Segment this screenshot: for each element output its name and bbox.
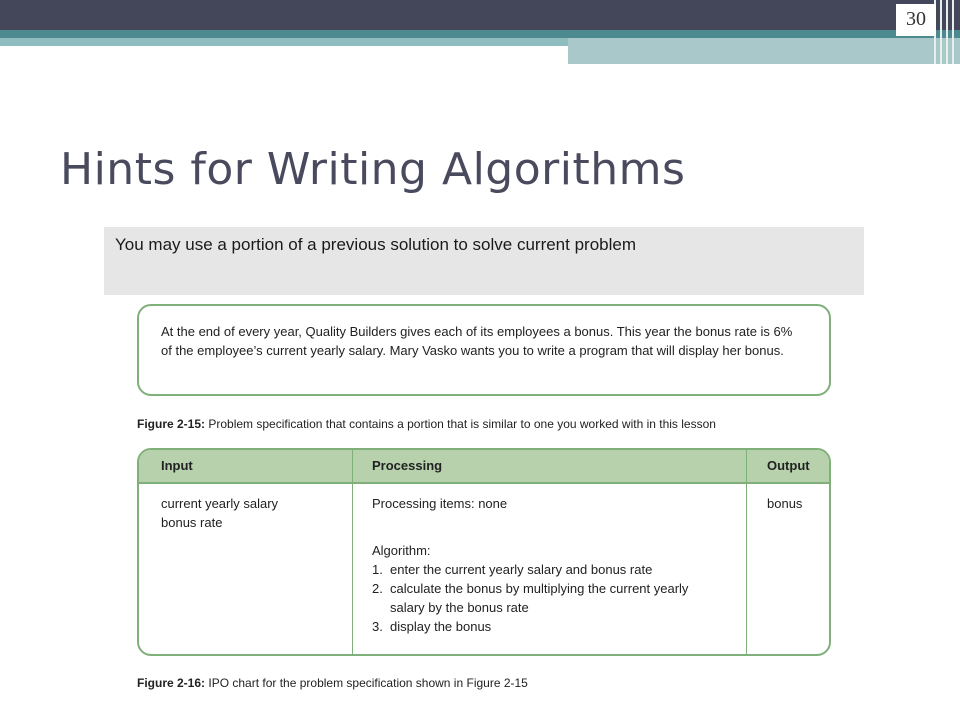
header-divider bbox=[940, 0, 942, 64]
header-accent-block bbox=[568, 38, 960, 64]
figure-caption bbox=[137, 676, 528, 690]
ipo-header-row bbox=[139, 450, 829, 484]
column-divider bbox=[352, 450, 353, 656]
figure-caption-text: IPO chart for the problem specification shown in Figure 2-15 bbox=[208, 676, 528, 690]
header-accent-bar bbox=[0, 30, 960, 38]
ipo-header-processing: Processing bbox=[372, 458, 443, 473]
figure-caption-text: Problem specification that contains a portion that is similar to one you worked with in this lesson bbox=[208, 417, 716, 431]
input-item: bonus rate bbox=[161, 515, 223, 530]
algorithm-step: 1. enter the current yearly salary and bonus rate bbox=[372, 562, 653, 577]
processing-items: Processing items: none bbox=[372, 496, 508, 511]
figure-caption bbox=[137, 417, 716, 431]
hint-text: You may use a portion of a previous solution to solve current problem bbox=[115, 235, 636, 254]
slide-title: Hints for Writing Algorithms bbox=[60, 144, 686, 195]
slide-number: 30 bbox=[896, 4, 936, 36]
problem-specification-text: At the end of every year, Quality Builders gives each of its employees a bonus. This year the bonus rate is 6% of the employee’s current yearly salary. Mary Vasko wants you to write a program that will display her bonus. bbox=[161, 324, 793, 358]
ipo-header-output: Output bbox=[767, 458, 810, 473]
column-divider bbox=[746, 450, 747, 656]
hint-box bbox=[104, 227, 864, 295]
problem-specification-box bbox=[137, 304, 831, 396]
output-item: bonus bbox=[767, 496, 803, 511]
algorithm-label: Algorithm: bbox=[372, 543, 431, 558]
header-bar bbox=[0, 0, 960, 30]
header-divider bbox=[946, 0, 948, 64]
header-divider bbox=[952, 0, 954, 64]
input-item: current yearly salary bbox=[161, 496, 279, 511]
figure-label: Figure 2-15: bbox=[137, 417, 206, 431]
algorithm-step: 3. display the bonus bbox=[372, 619, 492, 634]
algorithm-step: 2. calculate the bonus by multiplying the current yearly salary by the bonus rate bbox=[372, 581, 689, 615]
ipo-header-input: Input bbox=[161, 458, 193, 473]
header-accent-light-bar bbox=[0, 38, 568, 46]
ipo-chart bbox=[137, 448, 831, 656]
algorithm-steps bbox=[372, 560, 732, 636]
figure-label: Figure 2-16: bbox=[137, 676, 206, 690]
